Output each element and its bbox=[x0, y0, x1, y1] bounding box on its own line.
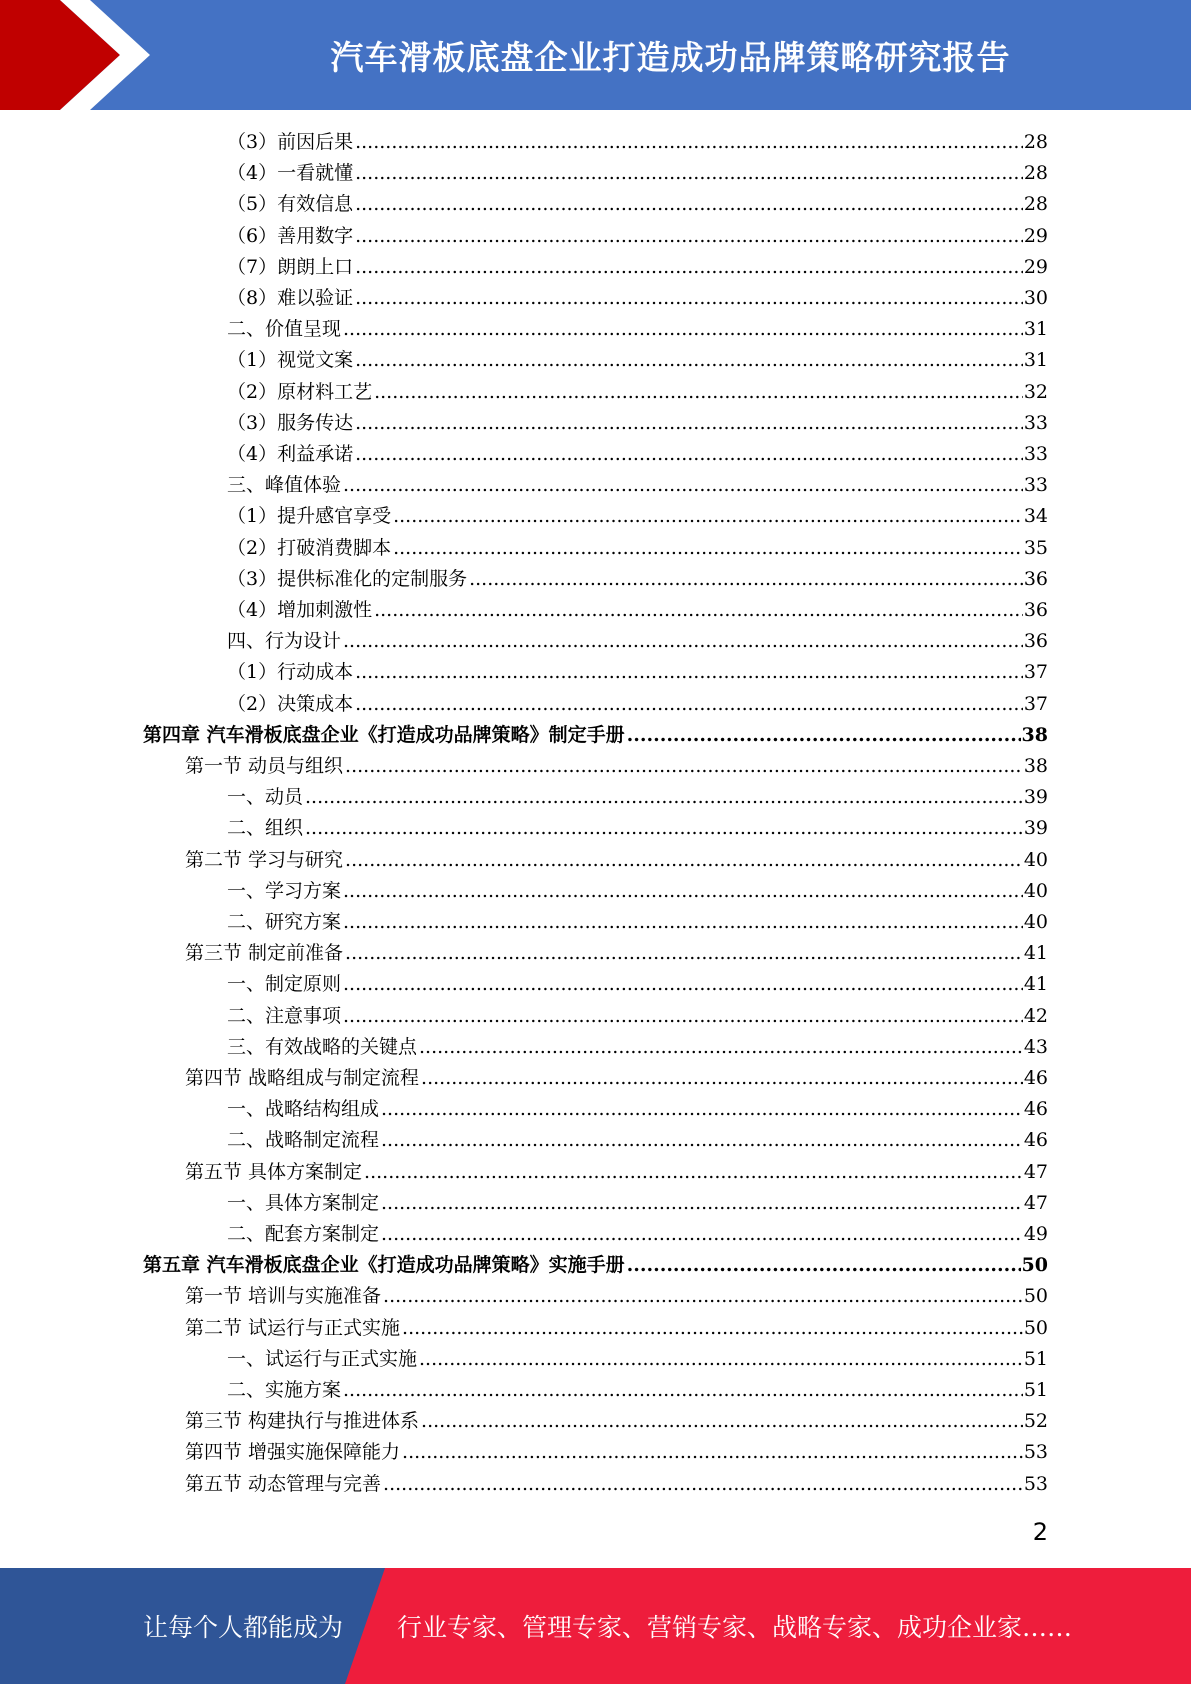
toc-entry[interactable] bbox=[227, 470, 1048, 501]
toc-entry-page: 36 bbox=[1023, 599, 1048, 621]
toc-entry[interactable] bbox=[227, 408, 1048, 439]
toc-entry-page: 47 bbox=[1023, 1191, 1048, 1214]
toc-entry-page: 33 bbox=[1023, 474, 1048, 497]
toc-entry-label: （4）利益承诺 bbox=[227, 443, 354, 465]
toc-entry[interactable] bbox=[227, 626, 1048, 657]
toc-entry[interactable] bbox=[185, 1469, 1048, 1500]
toc-entry-page: 49 bbox=[1023, 1223, 1048, 1245]
toc-leader-dots bbox=[343, 314, 1023, 345]
toc-leader-dots bbox=[381, 1125, 1023, 1156]
toc-entry-label: 一、学习方案 bbox=[227, 879, 342, 902]
toc-entry[interactable] bbox=[227, 221, 1048, 252]
toc-entry[interactable] bbox=[227, 439, 1048, 470]
toc-leader-dots bbox=[627, 720, 1021, 751]
toc-entry-page: 38 bbox=[1023, 755, 1048, 777]
toc-entry-page: 51 bbox=[1023, 1347, 1048, 1370]
toc-leader-dots bbox=[343, 876, 1023, 907]
toc-entry-page: 47 bbox=[1023, 1160, 1048, 1183]
toc-leader-dots bbox=[355, 439, 1023, 470]
toc-leader-dots bbox=[345, 938, 1023, 969]
footer-slogan-left: 让每个人都能成为 bbox=[143, 1613, 344, 1642]
page-header bbox=[0, 0, 1191, 110]
toc-entry-label: （3）服务传达 bbox=[227, 411, 354, 434]
toc-leader-dots bbox=[627, 1250, 1021, 1281]
toc-leader-dots bbox=[343, 969, 1023, 1000]
toc-leader-dots bbox=[381, 1094, 1023, 1125]
toc-entry-page: 29 bbox=[1023, 255, 1048, 278]
toc-entry-label: （2）原材料工艺 bbox=[227, 380, 373, 403]
toc-entry-label: 第一节 动员与组织 bbox=[185, 755, 344, 777]
toc-entry-page: 28 bbox=[1023, 131, 1048, 153]
footer-slogan-right: 行业专家、管理专家、营销专家、战略专家、成功企业家…… bbox=[397, 1613, 1073, 1642]
toc-leader-dots bbox=[305, 813, 1023, 844]
toc-entry[interactable] bbox=[227, 158, 1048, 189]
toc-leader-dots bbox=[402, 1313, 1023, 1344]
toc-entry-label: 第三节 构建执行与推进体系 bbox=[185, 1410, 420, 1433]
toc-entry-label: 二、注意事项 bbox=[227, 1004, 342, 1027]
toc-leader-dots bbox=[355, 127, 1023, 158]
toc-entry[interactable] bbox=[185, 1313, 1048, 1344]
toc-entry-label: 第二节 试运行与正式实施 bbox=[185, 1316, 401, 1339]
toc-entry-label: 二、组织 bbox=[227, 817, 304, 840]
toc-entry[interactable] bbox=[227, 252, 1048, 283]
toc-entry[interactable] bbox=[227, 1219, 1048, 1250]
toc-leader-dots bbox=[343, 907, 1023, 938]
toc-leader-dots bbox=[343, 470, 1023, 501]
toc-entry-label: 第一节 培训与实施准备 bbox=[185, 1285, 382, 1308]
toc-entry[interactable] bbox=[185, 1406, 1048, 1437]
toc-entry-page: 46 bbox=[1023, 1129, 1048, 1152]
toc-entry-label: 四、行为设计 bbox=[227, 630, 342, 653]
toc-entry-label: 第五节 动态管理与完善 bbox=[185, 1472, 382, 1495]
toc-entry-label: 一、战略结构组成 bbox=[227, 1098, 380, 1121]
toc-leader-dots bbox=[355, 221, 1023, 252]
toc-entry[interactable] bbox=[143, 720, 1048, 751]
toc-leader-dots bbox=[355, 408, 1023, 439]
header-title: 汽车滑板底盘企业打造成功品牌策略研究报告 bbox=[330, 37, 1011, 77]
toc-leader-dots bbox=[393, 533, 1023, 564]
toc-entry[interactable] bbox=[227, 782, 1048, 813]
toc-entry-page: 46 bbox=[1023, 1067, 1048, 1089]
toc-entry-page: 43 bbox=[1023, 1035, 1048, 1058]
toc-entry-label: （1）行动成本 bbox=[227, 661, 354, 684]
toc-entry-page: 40 bbox=[1023, 848, 1048, 871]
toc-entry-label: （6）善用数字 bbox=[227, 224, 354, 247]
toc-entry-label: （3）前因后果 bbox=[227, 131, 354, 153]
toc-leader-dots bbox=[381, 1219, 1023, 1250]
toc-entry-label: 一、试运行与正式实施 bbox=[227, 1347, 418, 1370]
toc-leader-dots bbox=[345, 845, 1023, 876]
toc-entry-page: 53 bbox=[1023, 1472, 1048, 1495]
toc-entry-label: （8）难以验证 bbox=[227, 287, 354, 309]
toc-leader-dots bbox=[383, 1469, 1023, 1500]
toc-leader-dots bbox=[402, 1437, 1023, 1468]
toc-entry-label: 第二节 学习与研究 bbox=[185, 848, 344, 871]
toc-leader-dots bbox=[355, 283, 1023, 314]
toc-entry-page: 28 bbox=[1023, 162, 1048, 185]
page-footer bbox=[0, 1568, 1191, 1684]
toc-entry[interactable] bbox=[185, 751, 1048, 782]
toc-entry-page: 40 bbox=[1023, 879, 1048, 902]
toc-leader-dots bbox=[419, 1032, 1023, 1063]
toc-entry-label: 第四节 战略组成与制定流程 bbox=[185, 1067, 420, 1089]
toc-entry-label: （3）提供标准化的定制服务 bbox=[227, 567, 468, 590]
toc-entry-label: （4）一看就懂 bbox=[227, 162, 354, 185]
toc-entry-page: 29 bbox=[1023, 224, 1048, 247]
toc-entry-label: （4）增加刺激性 bbox=[227, 599, 373, 621]
toc-entry-label: 三、有效战略的关键点 bbox=[227, 1035, 418, 1058]
toc-entry[interactable] bbox=[227, 127, 1048, 158]
toc-entry-page: 39 bbox=[1023, 817, 1048, 840]
toc-entry-label: 第三节 制定前准备 bbox=[185, 942, 344, 965]
toc-entry[interactable] bbox=[227, 1001, 1048, 1032]
toc-leader-dots bbox=[469, 564, 1023, 595]
toc-entry-page: 50 bbox=[1023, 1316, 1048, 1339]
toc-entry-page: 50 bbox=[1021, 1254, 1048, 1277]
toc-entry-page: 41 bbox=[1023, 942, 1048, 965]
toc-entry-page: 28 bbox=[1023, 193, 1048, 216]
page-number: 2 bbox=[1032, 1518, 1048, 1546]
toc-entry[interactable] bbox=[227, 1375, 1048, 1406]
toc-entry-label: 三、峰值体验 bbox=[227, 474, 342, 497]
toc-leader-dots bbox=[383, 1281, 1023, 1312]
toc-entry-label: （1）提升感官享受 bbox=[227, 505, 392, 528]
toc-entry[interactable] bbox=[227, 595, 1048, 626]
toc-entry-page: 37 bbox=[1023, 692, 1048, 715]
toc-leader-dots bbox=[381, 1188, 1023, 1219]
toc-entry-page: 32 bbox=[1023, 380, 1048, 403]
toc-entry-page: 30 bbox=[1023, 287, 1048, 309]
toc-entry[interactable] bbox=[227, 907, 1048, 938]
toc-leader-dots bbox=[355, 252, 1023, 283]
toc-entry-label: 一、具体方案制定 bbox=[227, 1191, 380, 1214]
toc-entry-page: 33 bbox=[1023, 411, 1048, 434]
toc-entry-label: 二、价值呈现 bbox=[227, 318, 342, 341]
toc-entry-page: 35 bbox=[1023, 536, 1048, 559]
toc-entry-label: 第四章 汽车滑板底盘企业《打造成功品牌策略》制定手册 bbox=[143, 723, 625, 746]
toc-entry-label: 一、动员 bbox=[227, 786, 304, 809]
toc-entry[interactable] bbox=[185, 938, 1048, 969]
toc-leader-dots bbox=[355, 657, 1023, 688]
toc-entry-label: 一、制定原则 bbox=[227, 973, 342, 996]
toc-entry-page: 52 bbox=[1023, 1410, 1048, 1433]
toc-entry[interactable] bbox=[227, 1125, 1048, 1156]
toc-leader-dots bbox=[343, 1375, 1023, 1406]
toc-leader-dots bbox=[355, 345, 1023, 376]
toc-entry-page: 50 bbox=[1023, 1285, 1048, 1308]
toc-entry-label: （2）决策成本 bbox=[227, 692, 354, 715]
toc-entry-label: 第四节 增强实施保障能力 bbox=[185, 1441, 401, 1464]
toc-leader-dots bbox=[421, 1406, 1023, 1437]
toc-entry-label: （5）有效信息 bbox=[227, 193, 354, 216]
toc-entry-label: 二、实施方案 bbox=[227, 1379, 342, 1401]
toc-entry-page: 38 bbox=[1021, 723, 1048, 746]
toc-entry[interactable] bbox=[227, 1094, 1048, 1125]
toc-leader-dots bbox=[345, 751, 1023, 782]
toc-entry[interactable] bbox=[227, 501, 1048, 532]
toc-entry-page: 36 bbox=[1023, 567, 1048, 590]
toc-entry[interactable] bbox=[185, 1157, 1048, 1188]
toc-leader-dots bbox=[421, 1063, 1023, 1094]
toc-leader-dots bbox=[305, 782, 1023, 813]
toc-entry[interactable] bbox=[227, 314, 1048, 345]
toc-entry[interactable] bbox=[227, 189, 1048, 220]
toc-leader-dots bbox=[343, 1001, 1023, 1032]
toc-entry[interactable] bbox=[227, 657, 1048, 688]
toc-entry[interactable] bbox=[227, 283, 1048, 314]
toc-entry-page: 46 bbox=[1023, 1098, 1048, 1121]
toc-leader-dots bbox=[393, 501, 1023, 532]
toc-entry[interactable] bbox=[227, 1344, 1048, 1375]
toc-entry-page: 51 bbox=[1023, 1379, 1048, 1401]
toc-entry[interactable] bbox=[185, 1437, 1048, 1468]
toc-entry-page: 37 bbox=[1023, 661, 1048, 684]
toc-entry-page: 33 bbox=[1023, 443, 1048, 465]
toc-entry-label: 第五节 具体方案制定 bbox=[185, 1160, 363, 1183]
toc-entry[interactable] bbox=[185, 1281, 1048, 1312]
toc-entry[interactable] bbox=[185, 1063, 1048, 1094]
toc-entry[interactable] bbox=[185, 845, 1048, 876]
toc-entry-label: （2）打破消费脚本 bbox=[227, 536, 392, 559]
toc-entry-page: 41 bbox=[1023, 973, 1048, 996]
toc-entry[interactable] bbox=[227, 969, 1048, 1000]
toc-entry-label: 第五章 汽车滑板底盘企业《打造成功品牌策略》实施手册 bbox=[143, 1254, 625, 1277]
toc-leader-dots bbox=[355, 689, 1023, 720]
toc-entry[interactable] bbox=[227, 345, 1048, 376]
toc-leader-dots bbox=[374, 377, 1023, 408]
toc-entry-page: 39 bbox=[1023, 786, 1048, 809]
toc-entry[interactable] bbox=[143, 1250, 1048, 1281]
toc-entry-page: 40 bbox=[1023, 911, 1048, 933]
toc-leader-dots bbox=[374, 595, 1023, 626]
toc-entry-page: 31 bbox=[1023, 349, 1048, 372]
toc-leader-dots bbox=[343, 626, 1023, 657]
toc-entry-label: （7）朗朗上口 bbox=[227, 255, 354, 278]
toc-leader-dots bbox=[419, 1344, 1023, 1375]
toc-entry-page: 36 bbox=[1023, 630, 1048, 653]
toc-entry[interactable] bbox=[227, 813, 1048, 844]
toc-entry-label: 二、战略制定流程 bbox=[227, 1129, 380, 1152]
toc-entry[interactable] bbox=[227, 564, 1048, 595]
toc-leader-dots bbox=[364, 1157, 1023, 1188]
toc-entry[interactable] bbox=[227, 689, 1048, 720]
toc-entry[interactable] bbox=[227, 533, 1048, 564]
toc-leader-dots bbox=[355, 158, 1023, 189]
toc-entry-page: 34 bbox=[1023, 505, 1048, 528]
toc-entry-label: 二、配套方案制定 bbox=[227, 1223, 380, 1245]
toc-leader-dots bbox=[355, 189, 1023, 220]
toc-entry[interactable] bbox=[227, 876, 1048, 907]
toc-entry-page: 42 bbox=[1023, 1004, 1048, 1027]
toc-entry-label: （1）视觉文案 bbox=[227, 349, 354, 372]
toc-entry[interactable] bbox=[227, 1188, 1048, 1219]
toc-entry-page: 53 bbox=[1023, 1441, 1048, 1464]
toc-entry-page: 31 bbox=[1023, 318, 1048, 341]
toc-entry[interactable] bbox=[227, 377, 1048, 408]
toc-entry-label: 二、研究方案 bbox=[227, 911, 342, 933]
toc-entry[interactable] bbox=[227, 1032, 1048, 1063]
